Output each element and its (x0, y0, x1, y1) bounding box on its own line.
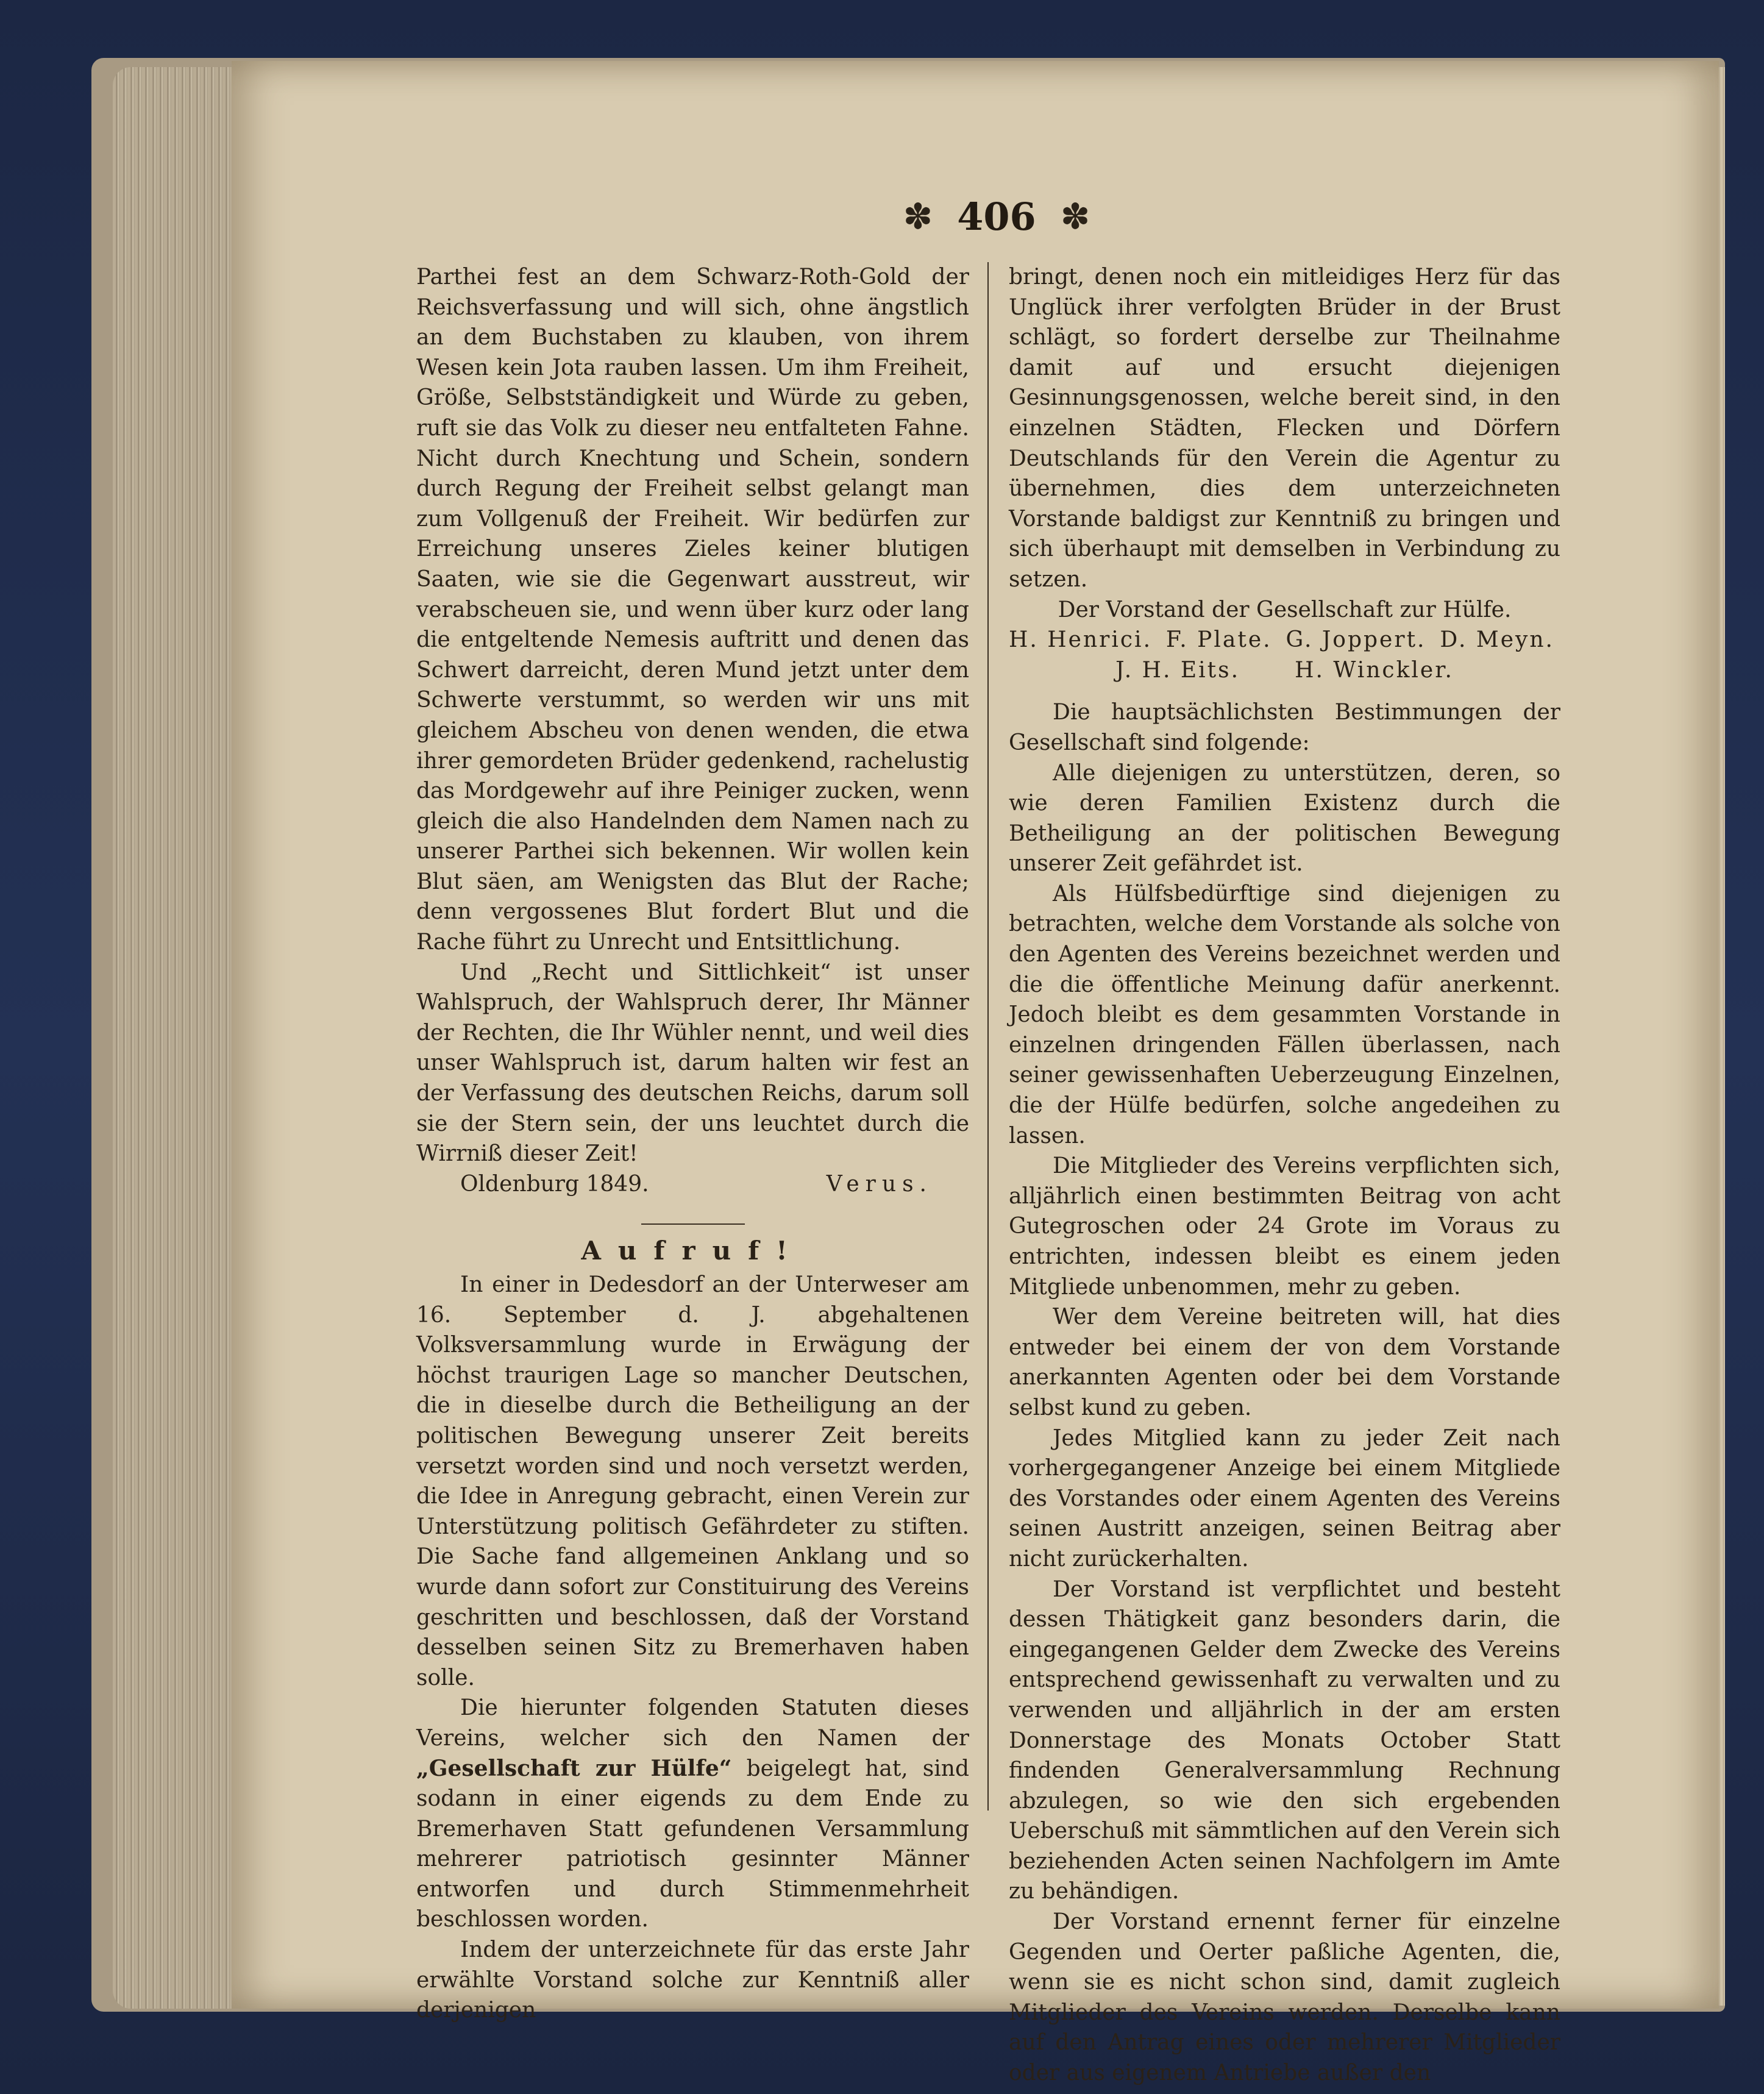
paragraph: Und „Recht und Sittlichkeit“ ist unser Wahlspruch, der Wahlspruch derer, Ihr Männer der Rechten, die Ihr Wühler nennt, und weil dies unser Wahlspruch ist, darum halten wir fest an der Verfassung des deutschen Reichs, darum soll sie der Stern sein, der uns leuchtet durch die Wirrniß dieser Zeit! (416, 960, 969, 1167)
paragraph: In einer in Dedesdorf an der Unterweser am 16. September d. J. abgehaltenen Volksversammlung wurde in Erwägung der höchst traurigen Lage so mancher Deutschen, die in dieselbe durch die Betheiligung an der politischen Bewegung unserer Zeit bereits versetzt worden sind und noch versetzt werden, die Idee in Anregung gebracht, einen Verein zur Unterstützung politisch Gefährdeter zu stiften. Die Sache fand allgemeinen Anklang und so wurde dann sofort zur Constituirung des Vereins geschritten und beschlossen, daß der Vorstand desselben seinen Sitz zu Bremerhaven haben solle. (416, 1272, 969, 1690)
paragraph: Der Vorstand ernennt ferner für einzelne Gegenden und Oerter paßliche Agenten, die, wenn sie es nicht schon sind, damit zugleich Mitglieder des Vereins werden. Derselbe kann auf den Antrag eines oder mehrerer Mitglieder oder aus eigenem Antriebe außer den (1009, 1909, 1560, 2086)
text-run: Die hierunter folgenden Statuten dieses Vereins, welcher sich den Namen der (416, 1695, 969, 1751)
text-run: beigelegt hat, sind sodann in einer eigends zu dem Ende zu Bremerhaven Statt gefundenen Versammlung mehrerer patriotisch gesinnter Männer entworfen und durch Stimmenmehrheit beschlossen worden. (416, 1756, 969, 1932)
paragraph: Die Mitglieder des Vereins verpflichten sich, alljährlich einen bestimmten Beitrag von acht Gutegroschen oder 24 Grote im Voraus zu entrichten, indessen bleibt es einem jeden Mitgliede unbenommen, mehr zu geben. (1009, 1153, 1560, 1300)
signature-place: Oldenburg 1849. (460, 1171, 649, 1197)
board-member: J. H. Eits. (1115, 657, 1240, 683)
paragraph: Jedes Mitglied kann zu jeder Zeit nach vorhergegangener Anzeige bei einem Mitgliede des Vorstandes oder einem Agenten des Vereins seinen Austritt anzeigen, seinen Beitrag aber nicht zurückerhalten. (1009, 1425, 1560, 1572)
page-edges (113, 67, 241, 2009)
board-title: Der Vorstand der Gesellschaft zur Hülfe. (1058, 597, 1512, 622)
society-name: „Gesellschaft zur Hülfe“ (416, 1755, 732, 1781)
board-member: H. Henrici. (1009, 627, 1153, 653)
paragraph: Alle diejenigen zu unterstützen, deren, so wie deren Familien Existenz durch die Betheiligung an der politischen Bewegung unserer Zeit gefährdet ist. (1009, 760, 1560, 877)
paragraph: bringt, denen noch ein mitleidiges Herz für das Unglück ihrer verfolgten Brüder in der Brust schlägt, so fordert derselbe zur Theilnahme damit auf und ersucht diejenigen Gesinnungsgenossen, welche bereit sind, in den einzelnen Städten, Flecken und Dörfern Deutschlands für den Verein die Agentur zu übernehmen, dies dem unterzeichneten Vorstande baldigst zur Kenntniß zu bringen und sich überhaupt mit demselben in Verbindung zu setzen. (1009, 265, 1560, 592)
paragraph: Der Vorstand ist verpflichtet und besteht dessen Thätigkeit ganz besonders darin, die eingegangenen Gelder dem Zwecke des Vereins entsprechend gewissenhaft zu verwalten und zu verwenden und alljährlich in der am ersten Donnerstage des Monats October Statt findenden Generalversammlung Rechnung abzulegen, so wie den sich ergebenden Ueberschuß mit sämmtlichen auf den Verein sich beziehenden Acten seinen Nachfolgern im Amte zu behändigen. (1009, 1576, 1560, 1904)
left-column (416, 262, 969, 2026)
right-column (1009, 262, 1560, 2089)
board-names-row (1009, 625, 1560, 655)
signature-name: Verus. (826, 1171, 933, 1197)
board-member: D. Meyn. (1440, 627, 1554, 653)
section-heading: Aufruf! (581, 1236, 805, 1266)
board-names-row (1009, 655, 1560, 686)
paragraph: Parthei fest an dem Schwarz-Roth-Gold der Reichsverfassung und will sich, ohne ängstlich an dem Buchstaben zu klauben, von ihrem Wesen kein Jota rauben lassen. Um ihm Freiheit, Größe, Selbstständigkeit und Würde zu geben, ruft sie das Volk zu dieser neu entfalteten Fahne. Nicht durch Knechtung und Schein, sondern durch Regung der Freiheit selbst gelangt man zum Vollgenuß der Freiheit. Wir bedürfen zur Erreichung unseres Zieles keiner blutigen Saaten, wie sie die Gegenwart ausstreut, wir verabscheuen sie, und wenn über kurz oder lang die entgeltende Nemesis auftritt und denen das Schwert darreicht, deren Mund jetzt unter dem Schwerte verstummt, so werden wir uns mit gleichem Abscheu von denen wenden, die etwa ihrer gemordeten Brüder gedenkend, rachelustig das Mordgewehr auf ihre Peiniger zucken, wenn gleich die also Handelnden dem Namen nach zu unserer Parthei sich bekennen. Wir wollen kein Blut säen, am Wenigsten das Blut der Rache; denn vergossenes Blut fordert Blut und die Rache führt zu Unrecht und Entsittlichung. (416, 265, 969, 955)
paragraph: Wer dem Vereine beitreten will, hat dies entweder bei einem der von dem Vorstande anerkannten Agenten oder bei dem Vorstande selbst kund zu geben. (1009, 1305, 1560, 1420)
section-divider (641, 1223, 745, 1225)
paragraph: Indem der unterzeichnete für das erste Jahr erwählte Vorstand solche zur Kenntniß aller derjenigen (416, 1937, 969, 2023)
board-member: F. Plate. (1165, 627, 1272, 653)
spacer (1009, 685, 1560, 697)
column-divider (987, 262, 989, 1811)
board-member: G. Joppert. (1286, 627, 1426, 653)
paragraph: Als Hülfsbedürftige sind diejenigen zu betrachten, welche dem Vorstande als solche von den Agenten des Vereins bezeichnet werden und die die öffentliche Meinung dafür anerkennt. Jedoch bleibt es dem gesammten Vorstande in einzelnen dringenden Fällen überlassen, nach seiner gewissenhaften Ueberzeugung Einzelnen, die der Hülfe bedürfen, solche angedeihen zu lassen. (1009, 881, 1560, 1148)
right-ornament-icon: ✽ (1060, 196, 1090, 237)
paragraph: Die hauptsächlichsten Bestimmungen der Gesellschaft sind folgende: (1009, 700, 1560, 755)
board-member: H. Winckler. (1295, 657, 1454, 683)
signature-line (416, 1169, 969, 1200)
left-ornament-icon: ✽ (903, 196, 933, 237)
paragraph (416, 1693, 969, 1935)
page-number: 406 (957, 194, 1036, 239)
page-header (850, 183, 1143, 250)
